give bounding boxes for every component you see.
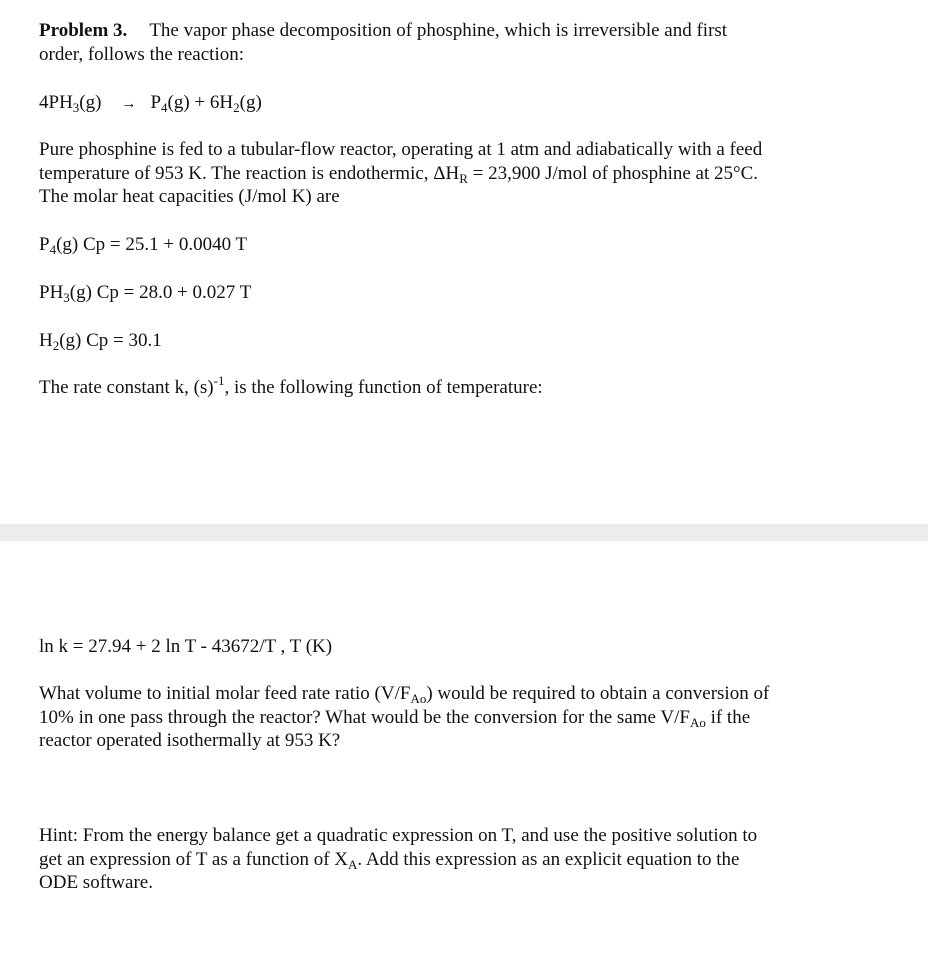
reaction-product1-phase: (g) + 6H xyxy=(167,92,234,113)
heat-capacity-species: P xyxy=(39,234,50,255)
heat-capacity-expression: (g) Cp = 28.0 + 0.027 T xyxy=(69,282,252,303)
reaction-product2-phase: (g) xyxy=(239,92,262,113)
reaction-product2-sub: 2 xyxy=(233,100,240,115)
heat-capacity-expression: (g) Cp = 30.1 xyxy=(59,330,162,351)
problem-intro-line2: order, follows the reaction: xyxy=(39,43,245,65)
rate-constant-sup: -1 xyxy=(213,373,225,388)
question-line1b: ) would be required to obtain a conversion of xyxy=(426,683,770,704)
feed-line1: Pure phosphine is fed to a tubular-flow reactor, operating at 1 atm and adiabatically with a feed xyxy=(39,139,763,160)
section-divider xyxy=(0,524,928,541)
problem-intro-line1: The vapor phase decomposition of phosphine, which is irreversible and first xyxy=(149,20,728,41)
problem-label: Problem 3. xyxy=(39,20,128,41)
reaction-reactant-sub: 3 xyxy=(72,100,80,115)
hint-line3: ODE software. xyxy=(39,872,153,893)
hint xyxy=(39,824,899,895)
question-line2-sub: Ao xyxy=(689,714,706,730)
question-line2a: 10% in one pass through the reactor? What would be the conversion for the same V/F xyxy=(39,706,690,728)
reaction-equation xyxy=(39,91,899,117)
heat-capacity-species: PH xyxy=(39,282,64,303)
question xyxy=(39,682,899,753)
problem-intro xyxy=(39,19,899,66)
hint-line1: Hint: From the energy balance get a quadratic expression on T, and use the positive solution to xyxy=(39,825,758,846)
heat-capacity-sub: 2 xyxy=(52,338,60,353)
reaction-reactant: 4PH xyxy=(39,92,73,113)
hint-line2a: get an expression of T as a function of X xyxy=(39,848,349,870)
heat-capacity-ph3 xyxy=(39,281,899,305)
heat-capacity-expression: (g) Cp = 25.1 + 0.0040 T xyxy=(56,234,248,255)
rate-constant-sentence xyxy=(39,373,899,400)
rate-constant-text-a: The rate constant k, (s) xyxy=(39,377,214,398)
heat-capacity-species: H xyxy=(39,330,53,351)
feed-description xyxy=(39,138,899,209)
feed-line2b: = 23,900 J/mol of phosphine at 25°C. xyxy=(467,162,759,184)
reaction-arrow-icon: → xyxy=(121,96,137,112)
reaction-reactant-phase: (g) xyxy=(79,92,102,113)
feed-line3: The molar heat capacities (J/mol K) are xyxy=(39,186,340,207)
heat-capacity-sub: 3 xyxy=(63,290,70,305)
feed-line2a: temperature of 953 K. The reaction is endothermic, ΔH xyxy=(39,162,460,184)
reaction-product1-sub: 4 xyxy=(161,100,168,115)
heat-capacity-p4 xyxy=(39,233,899,257)
question-line2b: if the xyxy=(705,706,751,728)
feed-line2-sub: R xyxy=(459,170,468,186)
question-line1-sub: Ao xyxy=(410,691,427,706)
hint-line2-sub: A xyxy=(348,856,358,872)
question-line3: reactor operated isothermally at 953 K? xyxy=(39,730,341,751)
heat-capacity-h2 xyxy=(39,329,899,353)
rate-equation: ln k = 27.94 + 2 ln T - 43672/T , T (K) xyxy=(39,636,333,657)
question-line1a: What volume to initial molar feed rate ratio (V/F xyxy=(39,683,411,704)
reaction-product1: P xyxy=(150,92,162,113)
hint-line2b: . Add this expression as an explicit equation to the xyxy=(357,848,740,870)
rate-constant-text-b: , is the following function of temperature: xyxy=(224,377,543,398)
heat-capacity-sub: 4 xyxy=(49,242,57,257)
